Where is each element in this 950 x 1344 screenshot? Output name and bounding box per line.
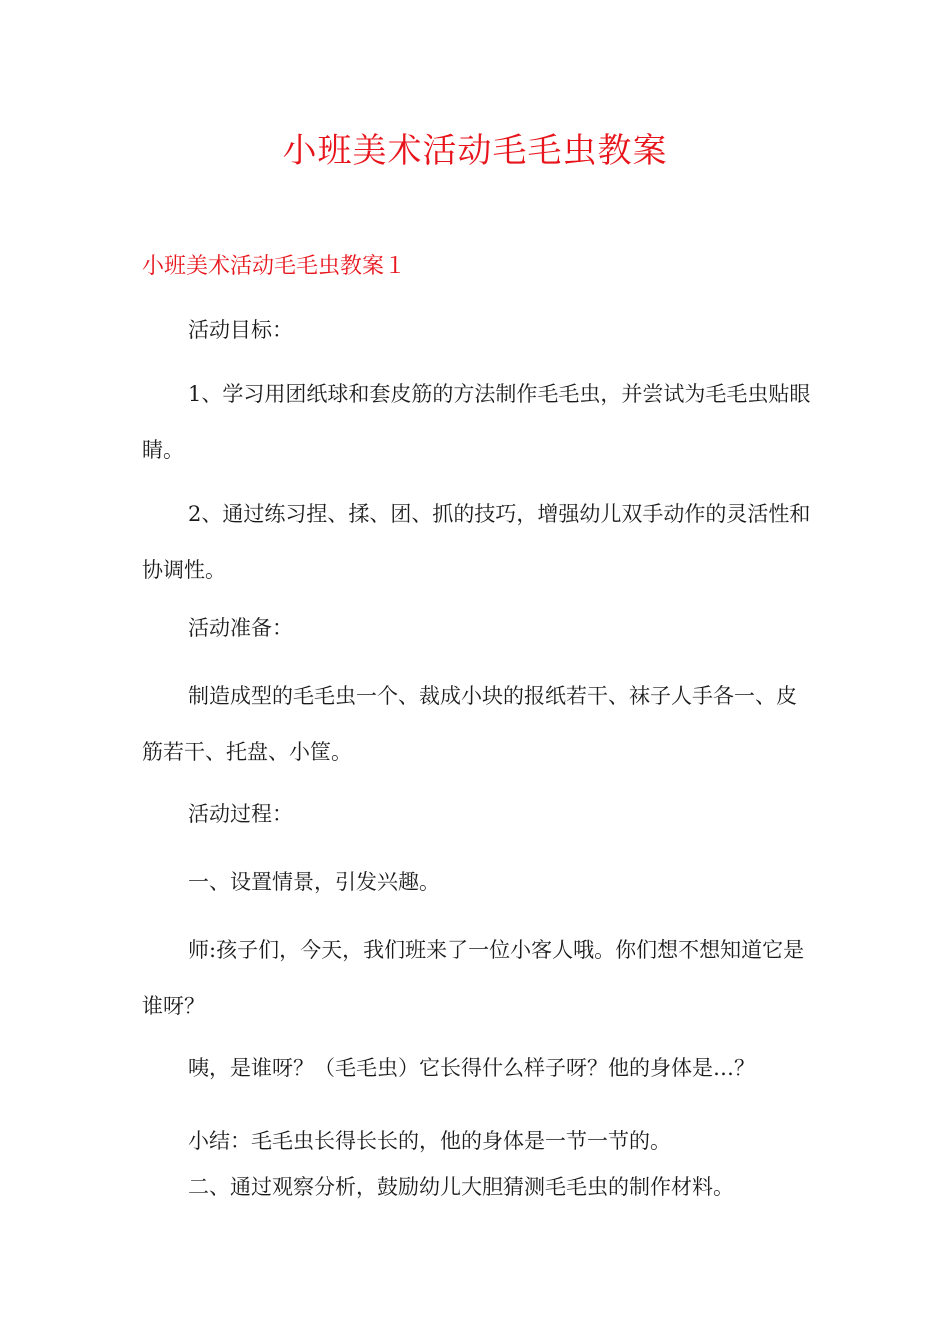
paragraph-teacher-dialogue: 师:孩子们，今天，我们班来了一位小客人哦。你们想不想知道它是谁呀？ (142, 938, 805, 1018)
paragraph-objective-2: 2、通过练习捏、揉、团、抓的技巧，增强幼儿双手动作的灵活性和协调性。 (142, 502, 811, 582)
document-title: 小班美术活动毛毛虫教案 (282, 131, 668, 171)
paragraph-summary: 小结：毛毛虫长得长长的，他的身体是一节一节的。 (188, 1129, 671, 1153)
paragraph-objective-1: 1、学习用团纸球和套皮筋的方法制作毛毛虫，并尝试为毛毛虫贴眼睛。 (142, 382, 811, 462)
paragraph-preparation-materials: 制造成型的毛毛虫一个、裁成小块的报纸若干、袜子人手各一、皮筋若干、托盘、小筐。 (142, 684, 797, 764)
paragraph-step-1: 一、设置情景，引发兴趣。 (188, 870, 440, 894)
section-heading: 小班美术活动毛毛虫教案１ (142, 254, 407, 279)
paragraph-step-2: 二、通过观察分析，鼓励幼儿大胆猜测毛毛虫的制作材料。 (188, 1175, 734, 1199)
paragraph-preparation-heading: 活动准备： (188, 616, 293, 640)
paragraph-process-heading: 活动过程： (188, 802, 293, 826)
paragraph-objectives-heading: 活动目标： (188, 318, 293, 342)
paragraph-question: 咦，是谁呀？（毛毛虫）它长得什么样子呀？他的身体是…？ (188, 1056, 755, 1080)
